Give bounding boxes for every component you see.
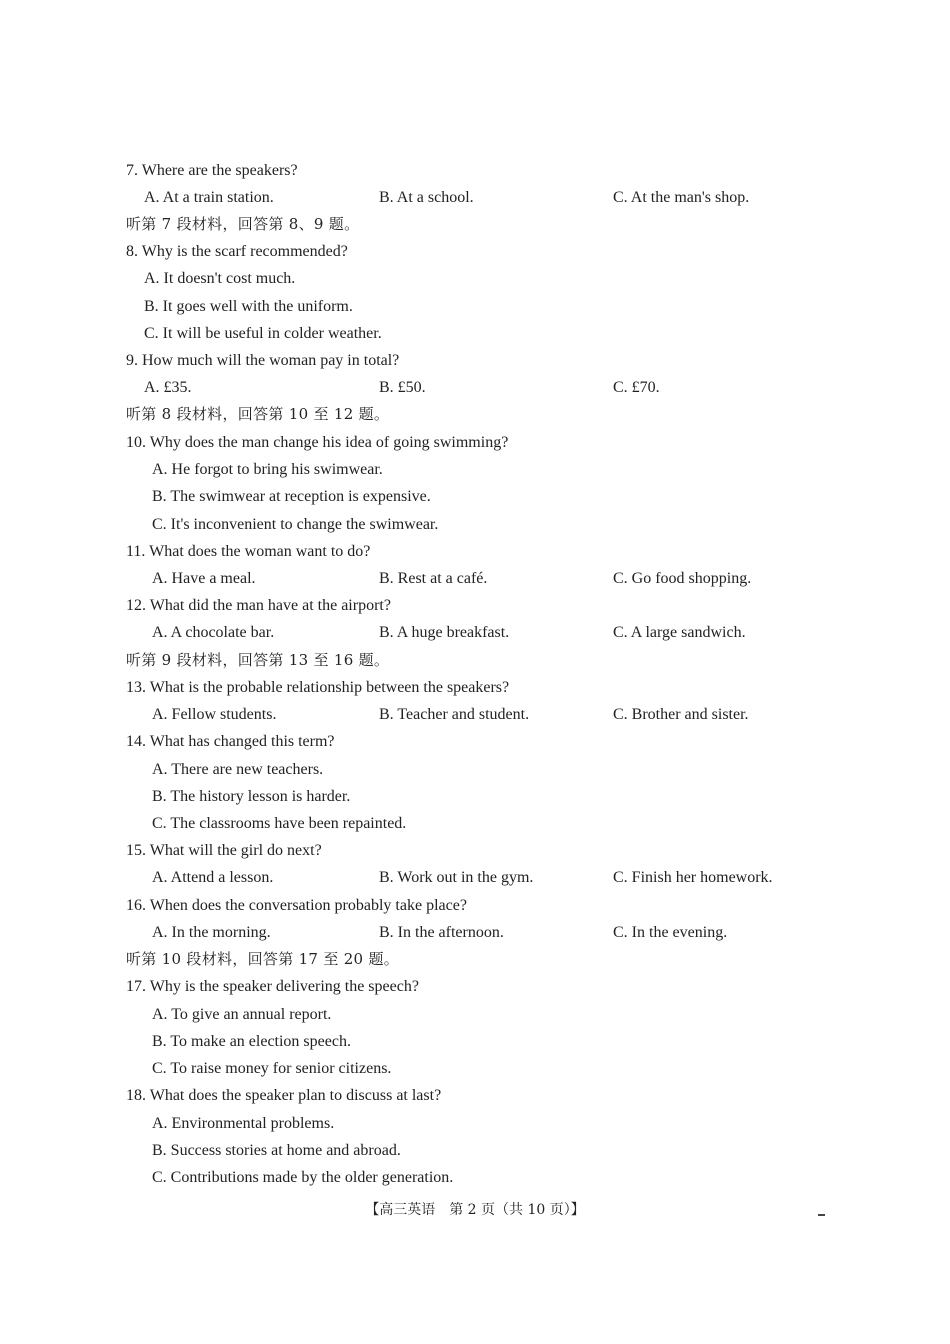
question-17-option-c: C. To raise money for senior citizens. <box>152 1060 392 1077</box>
question-10: 10. Why does the man change his idea of going swimming? <box>126 434 509 451</box>
question-8: 8. Why is the scarf recommended? <box>126 243 348 260</box>
question-7-options <box>0 184 950 211</box>
option-c: C. A large sandwich. <box>613 624 746 641</box>
option-a: A. £35. <box>144 379 192 396</box>
section-header: 听第 7 段材料，回答第 8、9 题。 <box>126 215 360 233</box>
question-17-option-a: A. To give an annual report. <box>152 1006 332 1023</box>
option-b: B. Rest at a café. <box>379 570 488 587</box>
question-14: 14. What has changed this term? <box>126 733 335 750</box>
question-15-options <box>0 864 950 891</box>
option-a: A. In the morning. <box>152 924 271 941</box>
question-14-option-a: A. There are new teachers. <box>152 761 324 778</box>
question-18-option-b: B. Success stories at home and abroad. <box>152 1142 401 1159</box>
option-a: A. Fellow students. <box>152 706 277 723</box>
option-a: A. Attend a lesson. <box>152 869 274 886</box>
question-17-option-b: B. To make an election speech. <box>152 1033 351 1050</box>
question-9: 9. How much will the woman pay in total? <box>126 352 400 369</box>
option-c: C. In the evening. <box>613 924 728 941</box>
question-9-options <box>0 374 950 401</box>
question-18: 18. What does the speaker plan to discuss at last? <box>126 1087 442 1104</box>
question-10-option-b: B. The swimwear at reception is expensive. <box>152 488 431 505</box>
question-14-option-c: C. The classrooms have been repainted. <box>152 815 407 832</box>
option-c: C. £70. <box>613 379 660 396</box>
option-b: B. At a school. <box>379 189 474 206</box>
option-a: A. At a train station. <box>144 189 274 206</box>
question-13: 13. What is the probable relationship between the speakers? <box>126 679 510 696</box>
page-mark <box>818 1214 825 1216</box>
question-8-option-c: C. It will be useful in colder weather. <box>144 325 382 342</box>
question-11: 11. What does the woman want to do? <box>126 543 371 560</box>
question-18-option-c: C. Contributions made by the older generation. <box>152 1169 454 1186</box>
page-footer: 【高三英语 第 2 页（共 10 页）】 <box>365 1202 585 1218</box>
option-c: C. At the man's shop. <box>613 189 750 206</box>
option-b: B. A huge breakfast. <box>379 624 510 641</box>
question-18-option-a: A. Environmental problems. <box>152 1115 335 1132</box>
question-7-text: 7. Where are the speakers? <box>126 162 298 179</box>
option-a: A. Have a meal. <box>152 570 256 587</box>
question-10-option-a: A. He forgot to bring his swimwear. <box>152 461 383 478</box>
question-11-options <box>0 565 950 592</box>
option-b: B. Teacher and student. <box>379 706 530 723</box>
section-header: 听第 9 段材料，回答第 13 至 16 题。 <box>126 651 390 669</box>
question-13-options <box>0 701 950 728</box>
question-15: 15. What will the girl do next? <box>126 842 322 859</box>
question-16: 16. When does the conversation probably take place? <box>126 897 467 914</box>
option-c: C. Finish her homework. <box>613 869 773 886</box>
option-b: B. In the afternoon. <box>379 924 504 941</box>
question-10-option-c: C. It's inconvenient to change the swimwear. <box>152 516 439 533</box>
option-c: C. Go food shopping. <box>613 570 752 587</box>
option-c: C. Brother and sister. <box>613 706 749 723</box>
option-a: A. A chocolate bar. <box>152 624 275 641</box>
question-7 <box>0 157 950 184</box>
question-17: 17. Why is the speaker delivering the speech? <box>126 978 419 995</box>
question-8-option-b: B. It goes well with the uniform. <box>144 298 353 315</box>
option-b: B. Work out in the gym. <box>379 869 534 886</box>
question-16-options <box>0 919 950 946</box>
question-12: 12. What did the man have at the airport? <box>126 597 391 614</box>
question-14-option-b: B. The history lesson is harder. <box>152 788 351 805</box>
section-header: 听第 10 段材料，回答第 17 至 20 题。 <box>126 950 400 968</box>
option-b: B. £50. <box>379 379 426 396</box>
question-8-option-a: A. It doesn't cost much. <box>144 270 296 287</box>
section-header: 听第 8 段材料，回答第 10 至 12 题。 <box>126 405 390 423</box>
question-12-options <box>0 619 950 646</box>
